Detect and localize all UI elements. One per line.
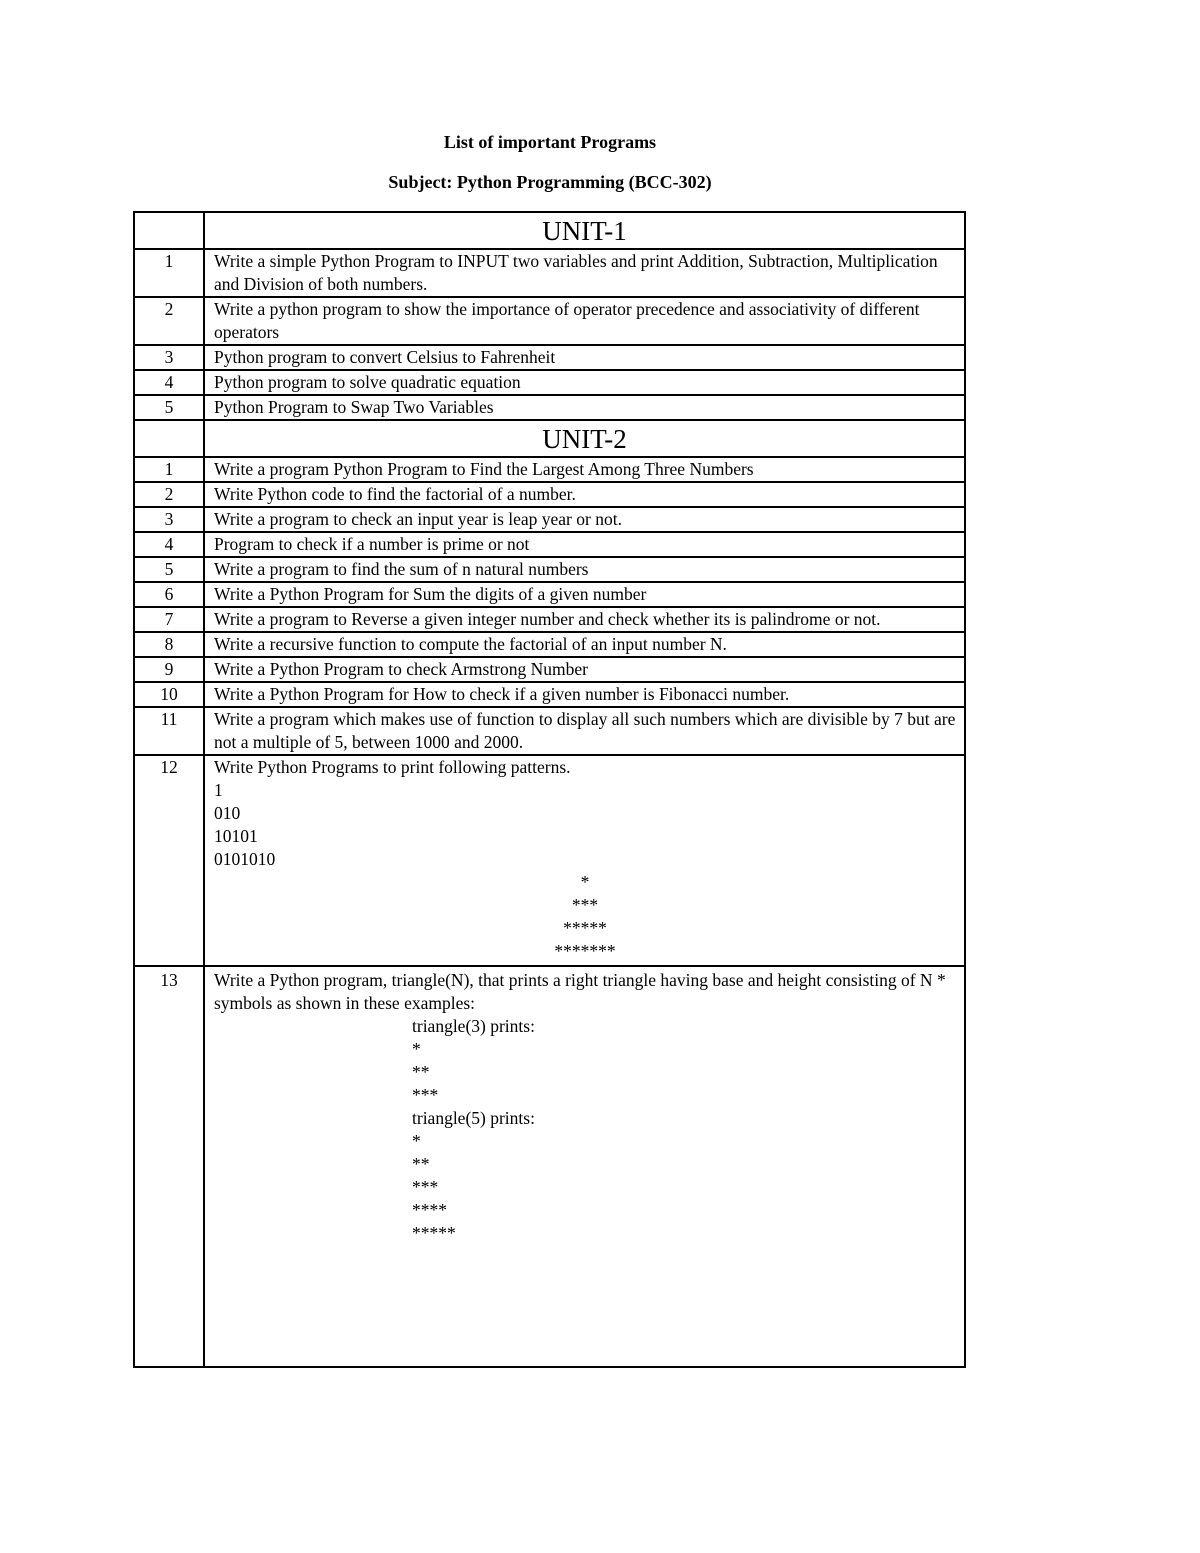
example-line: *: [412, 1131, 421, 1151]
program-number: 4: [134, 532, 204, 557]
program-description: [204, 755, 965, 966]
program-number: 1: [134, 249, 204, 297]
program-description: Write a python program to show the importance of operator precedence and associativity of different operators: [204, 297, 965, 345]
star-pyramid-pattern: [214, 871, 956, 965]
pattern-line: ***: [571, 895, 599, 915]
program-description: Write a program to Reverse a given integer number and check whether its is palindrome or not.: [204, 607, 965, 632]
example-line: *: [412, 1039, 421, 1059]
program-description: Write a recursive function to compute the factorial of an input number N.: [204, 632, 965, 657]
document-subject: Subject: Python Programming (BCC-302): [388, 172, 712, 192]
program-text: Write Python Programs to print following patterns.: [214, 757, 571, 777]
pattern-line: 1: [214, 780, 223, 800]
program-number: 6: [134, 582, 204, 607]
unit-heading: UNIT-2: [204, 420, 965, 457]
program-description: Write a Python Program to check Armstrong Number: [204, 657, 965, 682]
pattern-line: *******: [554, 941, 616, 961]
pattern-line: 10101: [214, 826, 258, 846]
program-number: 10: [134, 682, 204, 707]
unit-heading-blank: [134, 420, 204, 457]
program-number: 8: [134, 632, 204, 657]
program-number: 3: [134, 507, 204, 532]
example-line: ****: [412, 1200, 447, 1220]
program-description: Write a program to find the sum of n natural numbers: [204, 557, 965, 582]
pattern-line: *****: [563, 918, 607, 938]
program-number: 5: [134, 557, 204, 582]
program-description: Python program to convert Celsius to Fahrenheit: [204, 345, 965, 370]
example-line: triangle(5) prints:: [412, 1108, 535, 1128]
program-description: Python Program to Swap Two Variables: [204, 395, 965, 420]
program-number: 9: [134, 657, 204, 682]
pattern-line: 0101010: [214, 849, 276, 869]
example-line: ***: [412, 1177, 439, 1197]
program-description: Python program to solve quadratic equation: [204, 370, 965, 395]
program-number: 5: [134, 395, 204, 420]
program-number: 2: [134, 297, 204, 345]
program-description: Program to check if a number is prime or not: [204, 532, 965, 557]
example-line: triangle(3) prints:: [412, 1016, 535, 1036]
program-description: Write a program to check an input year is leap year or not.: [204, 507, 965, 532]
program-number: 13: [134, 966, 204, 1367]
program-description: Write a program Python Program to Find the Largest Among Three Numbers: [204, 457, 965, 482]
program-number: 4: [134, 370, 204, 395]
program-number: 2: [134, 482, 204, 507]
program-description: Write a Python Program for How to check if a given number is Fibonacci number.: [204, 682, 965, 707]
triangle-examples: [214, 1015, 956, 1245]
number-pattern: [214, 779, 956, 871]
example-line: ***: [412, 1085, 439, 1105]
program-description: Write a Python Program for Sum the digits of a given number: [204, 582, 965, 607]
example-line: *****: [412, 1223, 456, 1243]
program-description: Write a simple Python Program to INPUT two variables and print Addition, Subtraction, Multiplication and Division of both numbers.: [204, 249, 965, 297]
program-number: 3: [134, 345, 204, 370]
program-number: 12: [134, 755, 204, 966]
document-title: List of important Programs: [443, 132, 657, 152]
program-description: Write Python code to find the factorial of a number.: [204, 482, 965, 507]
program-number: 1: [134, 457, 204, 482]
unit-heading: UNIT-1: [204, 212, 965, 249]
example-line: **: [412, 1062, 430, 1082]
program-number: 7: [134, 607, 204, 632]
unit-heading-blank: [134, 212, 204, 249]
programs-table: [133, 211, 966, 1368]
pattern-line: *: [580, 872, 590, 892]
program-description: [204, 966, 965, 1367]
program-number: 11: [134, 707, 204, 755]
pattern-line: 010: [214, 803, 241, 823]
example-line: **: [412, 1154, 430, 1174]
program-description: Write a program which makes use of function to display all such numbers which are divisible by 7 but are not a multiple of 5, between 1000 and 2000.: [204, 707, 965, 755]
program-text: Write a Python program, triangle(N), that prints a right triangle having base and height consisting of N * symbols as shown in these examples:: [214, 970, 946, 1013]
